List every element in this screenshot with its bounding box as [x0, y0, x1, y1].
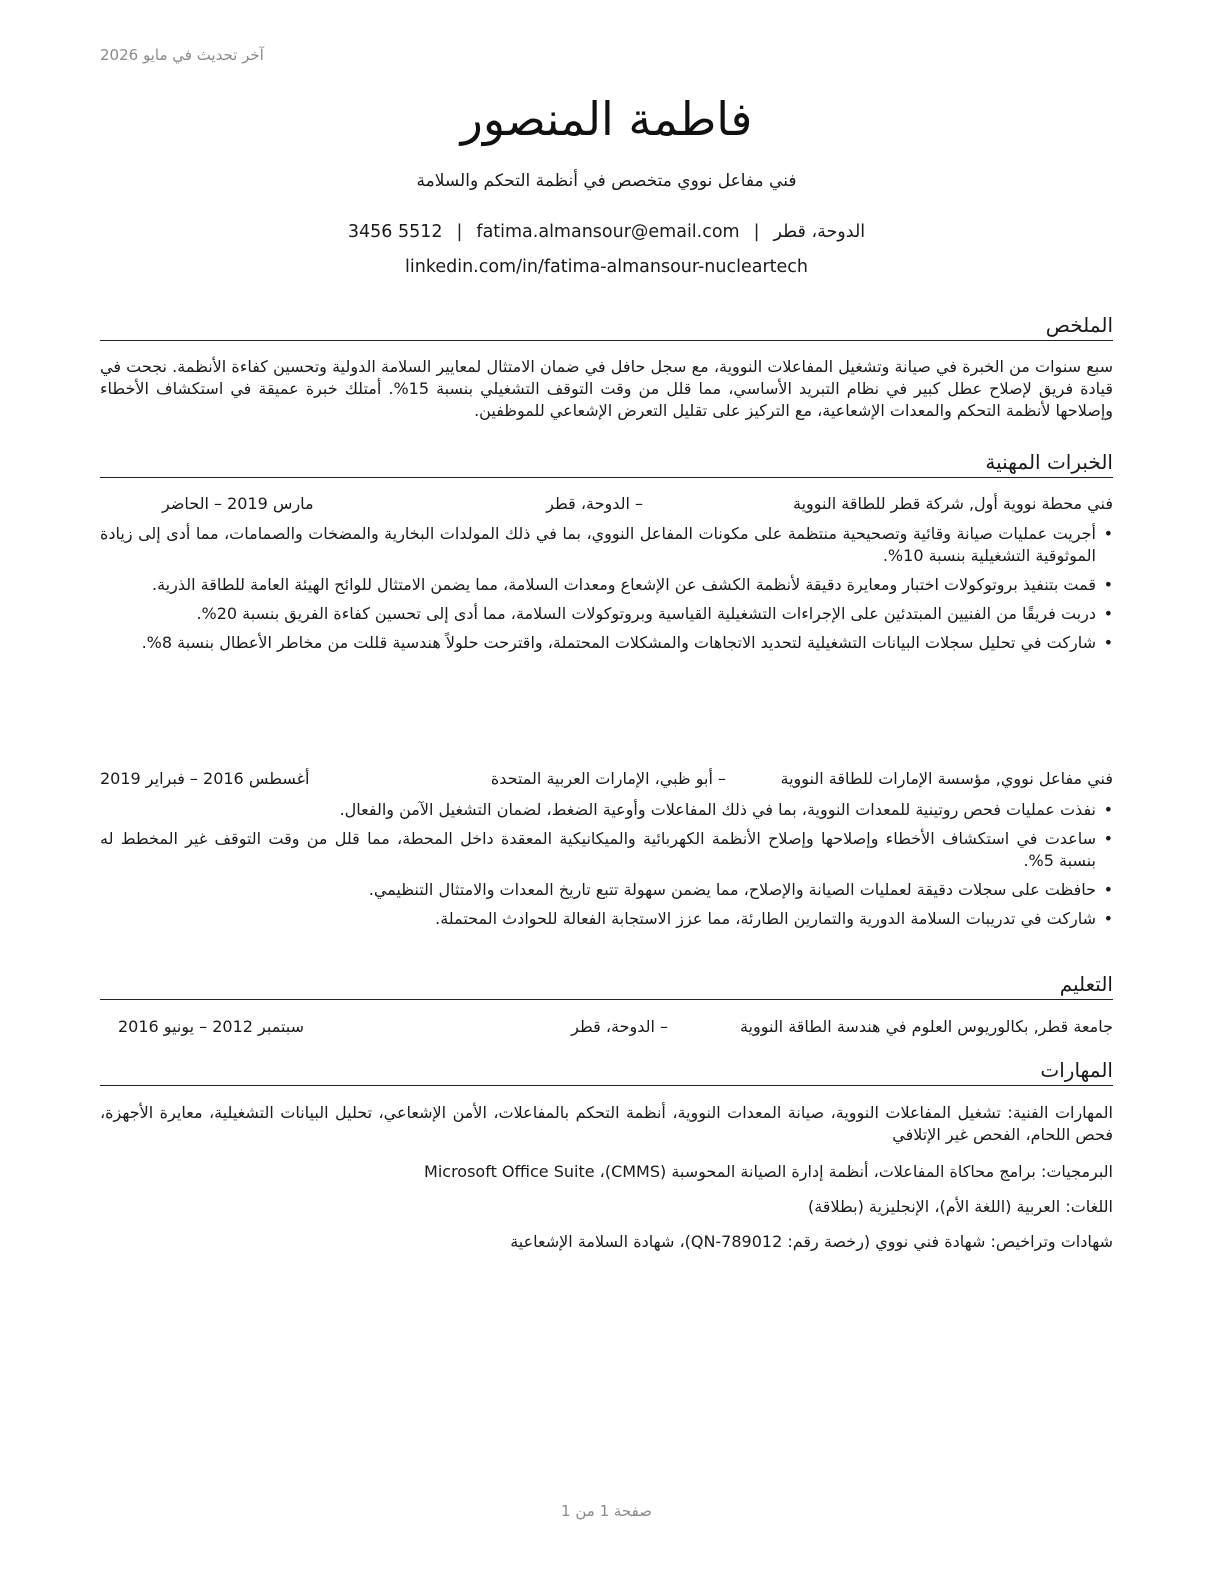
section-heading-summary: الملخص	[100, 312, 1113, 341]
job-bullets	[100, 799, 1113, 937]
job-bullet: • ساعدت في استكشاف الأخطاء وإصلاحها وإصلاح الأنظمة الكهربائية والميكانيكية المعقدة داخل المحطة، مما قلل من وقت التوقف غير المخطط له بنسبة 5%.	[100, 828, 1113, 872]
job-bullet: • أجريت عمليات صيانة وقائية وتصحيحية منتظمة على مكونات المفاعل النووي، بما في ذلك المولدات البخارية والمضخات والصمامات، مما أدى إلى زيادة الموثوقية التشغيلية بنسبة 10%.	[100, 523, 1113, 567]
job-bullet: • دربت فريقًا من الفنيين المبتدئين على الإجراءات التشغيلية القياسية وبروتوكولات السلامة، مما أدى إلى تحسين كفاءة الفريق بنسبة 20%.	[100, 603, 1113, 625]
job-location: – الدوحة، قطر	[546, 494, 643, 513]
section-heading-education: التعليم	[100, 971, 1113, 1000]
job-dates: أغسطس 2016 – فبراير 2019	[100, 769, 310, 788]
candidate-name: فاطمة المنصور	[460, 92, 753, 146]
job-title: فني محطة نووية أول, شركة قطر للطاقة النووية	[793, 494, 1113, 513]
education-dates: سبتمبر 2012 – يونيو 2016	[118, 1017, 305, 1036]
contact-separator: |	[753, 222, 760, 242]
job-bullet: • حافظت على سجلات دقيقة لعمليات الصيانة والإصلاح، مما يضمن سهولة تتبع تاريخ المعدات والامتثال التنظيمي.	[100, 879, 1113, 901]
job-bullets	[100, 523, 1113, 661]
skills-certifications: شهادات وتراخيص: شهادة فني نووي (رخصة رقم: QN-789012)، شهادة السلامة الإشعاعية	[510, 1232, 1113, 1251]
summary-text: سبع سنوات من الخبرة في صيانة وتشغيل المفاعلات النووية، مع سجل حافل في ضمان الامتثال لمعايير السلامة الدولية وتحسين كفاءة الأنظمة. نجحت في قيادة فريق لإصلاح عطل كبير في نظام التبريد الأساسي، مما قلل من وقت التوقف التشغيلي بنسبة 15%. أمتلك خبرة عميقة في استكشاف الأخطاء وإصلاحها لأنظمة التحكم والمعدات الإشعاعية، مع التركيز على تقليل التعرض الإشعاعي للموظفين.	[100, 357, 1113, 420]
skills-software: البرمجيات: برامج محاكاة المفاعلات، أنظمة إدارة الصيانة المحوسبة (CMMS)، Microsoft Office Suite	[424, 1162, 1113, 1181]
education-title: جامعة قطر, بكالوريوس العلوم في هندسة الطاقة النووية	[739, 1017, 1113, 1036]
job-title: فني مفاعل نووي, مؤسسة الإمارات للطاقة النووية	[780, 769, 1113, 788]
job-bullet: • قمت بتنفيذ بروتوكولات اختبار ومعايرة دقيقة لأنظمة الكشف عن الإشعاع ومعدات السلامة، مما يضمن الامتثال للوائح الهيئة العامة للطاقة الذرية.	[100, 574, 1113, 596]
job-dates: مارس 2019 – الحاضر	[162, 494, 314, 513]
section-heading-experience: الخبرات المهنية	[100, 449, 1113, 478]
job-location: – أبو ظبي، الإمارات العربية المتحدة	[490, 769, 726, 788]
last-updated-note: آخر تحديث في مايو 2026	[100, 46, 264, 64]
page-number: صفحة 1 من 1	[561, 1502, 652, 1520]
resume-page	[100, 0, 1113, 1584]
skills-languages: اللغات: العربية (اللغة الأم)، الإنجليزية (بطلاقة)	[807, 1197, 1113, 1216]
job-bullet: • نفذت عمليات فحص روتينية للمعدات النووية، بما في ذلك المفاعلات وأوعية الضغط، لضمان التشغيل الآمن والفعال.	[100, 799, 1113, 821]
contact-email[interactable]: fatima.almansour@email.com	[476, 222, 740, 242]
contact-phone: 3456 5512	[347, 222, 443, 242]
section-heading-skills: المهارات	[100, 1057, 1113, 1086]
job-bullet: • شاركت في تحليل سجلات البيانات التشغيلية لتحديد الاتجاهات والمشكلات المحتملة، واقترحت حلولاً هندسية قللت من مخاطر الأعطال بنسبة 8%.	[100, 632, 1113, 654]
contact-location: الدوحة، قطر	[773, 222, 866, 242]
skills-technical: المهارات الفنية: تشغيل المفاعلات النووية، صيانة المعدات النووية، أنظمة التحكم بالمفاعلات، الأمن الإشعاعي، تحليل البيانات التشغيلية، معايرة الأجهزة، فحص اللحام، الفحص غير الإتلافي	[100, 1103, 1113, 1144]
job-bullet: • شاركت في تدريبات السلامة الدورية والتمارين الطارئة، مما عزز الاستجابة الفعالة للحوادث المحتملة.	[100, 908, 1113, 930]
contact-separator: |	[456, 222, 463, 242]
education-location: – الدوحة، قطر	[571, 1017, 668, 1036]
candidate-headline: فني مفاعل نووي متخصص في أنظمة التحكم والسلامة	[416, 171, 797, 191]
contact-linkedin[interactable]: linkedin.com/in/fatima-almansour-nucleartech	[405, 257, 808, 277]
contact-line	[100, 222, 1113, 242]
